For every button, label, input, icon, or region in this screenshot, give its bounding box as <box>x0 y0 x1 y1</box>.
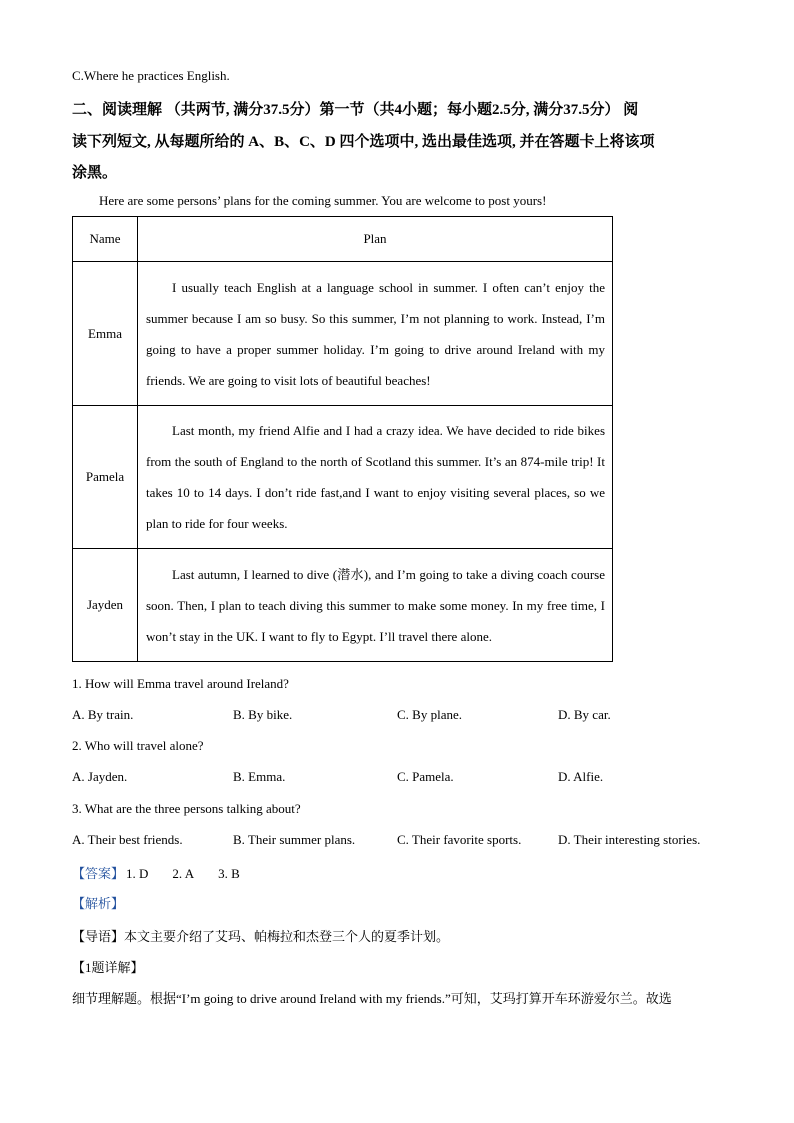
header-plan: Plan <box>138 217 613 262</box>
answer-label: 【答案】 <box>72 866 125 881</box>
question-2: 2. Who will travel alone? <box>72 738 204 753</box>
guide-text: 【导语】本文主要介绍了艾玛、帕梅拉和杰登三个人的夏季计划。 <box>72 929 450 944</box>
q2-option-b: B. Emma. <box>233 769 286 784</box>
q2-option-d: D. Alfie. <box>558 769 604 784</box>
q1-option-a: A. By train. <box>72 707 134 722</box>
q1-option-c: C. By plane. <box>397 707 462 722</box>
previous-option-c: C.Where he practices English. <box>72 68 230 83</box>
detail-label: 【1题详解】 <box>72 960 144 975</box>
table-row <box>73 549 613 662</box>
row-name: Emma <box>73 262 138 406</box>
row-plan: Last autumn, I learned to dive (潜水), and I’m going to take a diving coach course soon. Then, I plan to teach diving this summer to make some money. In my free time, I won’t stay in the UK. I want to fly to Egypt. I’ll travel there alone. <box>138 549 613 662</box>
table-header-row <box>73 217 613 262</box>
q1-option-d: D. By car. <box>558 707 611 722</box>
section-heading-line-3: 涂黑。 <box>72 165 118 181</box>
row-name: Pamela <box>73 406 138 549</box>
question-3: 3. What are the three persons talking about? <box>72 801 301 816</box>
section-heading-line-2: 读下列短文, 从每题所给的 A、B、C、D 四个选项中, 选出最佳选项, 并在答题卡上将该项 <box>72 134 655 150</box>
analysis-label: 【解析】 <box>72 896 125 911</box>
row-name: Jayden <box>73 549 138 662</box>
table-row <box>73 262 613 406</box>
answer-item: 2. A <box>172 866 195 881</box>
answer-item: 3. B <box>218 866 240 881</box>
q1-option-b: B. By bike. <box>233 707 293 722</box>
q2-option-a: A. Jayden. <box>72 769 128 784</box>
q2-option-c: C. Pamela. <box>397 769 454 784</box>
header-name: Name <box>73 217 138 262</box>
passage-intro: Here are some persons’ plans for the coming summer. You are welcome to post yours! <box>99 193 547 208</box>
section-heading-line-1: 二、阅读理解 （共两节, 满分37.5分）第一节（共4小题；每小题2.5分, 满分37.5分） 阅 <box>72 102 639 118</box>
answer-line <box>72 863 264 882</box>
detail-text: 细节理解题。根据“I’m going to drive around Ireland with my friends.”可知，艾玛打算开车环游爱尔兰。故选 <box>72 991 672 1006</box>
q3-option-d: D. Their interesting stories. <box>558 832 701 847</box>
q3-option-c: C. Their favorite sports. <box>397 832 522 847</box>
row-plan: I usually teach English at a language school in summer. I often can’t enjoy the summer because I am so busy. So this summer, I’m not planning to work. Instead, I’m going to have a proper summer holiday. I’m going to drive around Ireland with my friends. We are going to visit lots of beautiful beaches! <box>138 262 613 406</box>
q3-option-a: A. Their best friends. <box>72 832 183 847</box>
q3-option-b: B. Their summer plans. <box>233 832 356 847</box>
table-row <box>73 406 613 549</box>
answer-item: 1. D <box>126 866 149 881</box>
plans-table <box>72 216 613 662</box>
question-1: 1. How will Emma travel around Ireland? <box>72 676 289 691</box>
row-plan: Last month, my friend Alfie and I had a crazy idea. We have decided to ride bikes from the south of England to the north of Scotland this summer. It’s an 874-mile trip! It takes 10 to 14 days. I don’t ride fast,and I want to enjoy visiting several places, so we plan to ride for four weeks. <box>138 406 613 549</box>
